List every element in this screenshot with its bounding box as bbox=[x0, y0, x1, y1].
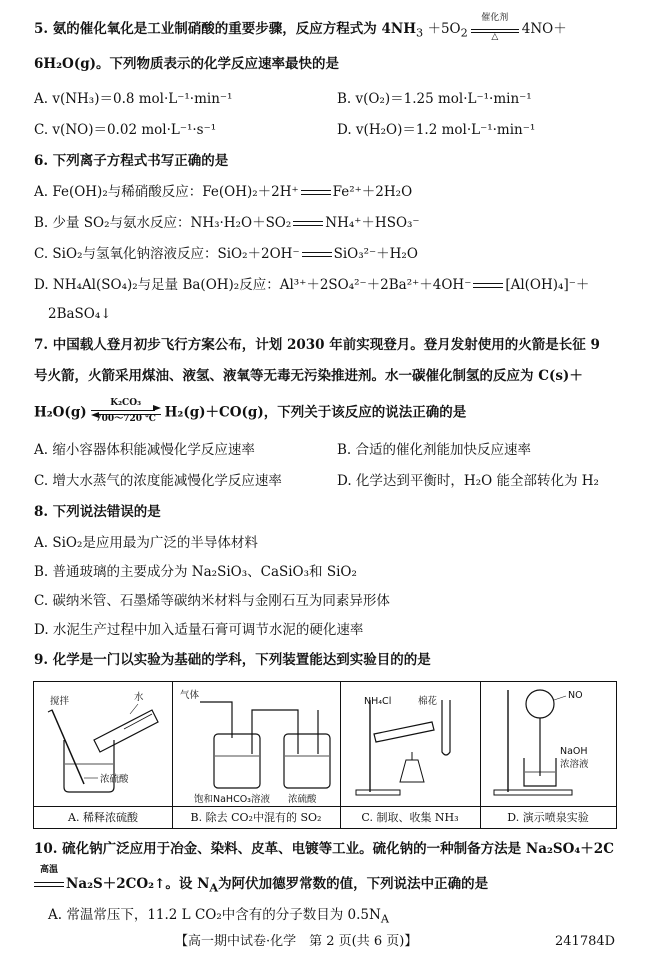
q7-reactant: H₂O(g) bbox=[34, 404, 87, 421]
figure-a-label-acid: 浓硫酸 bbox=[100, 774, 129, 785]
q7-catalyst-label: K₂CO₃ bbox=[110, 398, 142, 408]
figure-c bbox=[340, 682, 481, 828]
q6-a-equals bbox=[301, 189, 331, 197]
q6-b-right: NH₄⁺＋HSO₃⁻ bbox=[325, 215, 420, 231]
q6-option-a bbox=[34, 183, 412, 201]
figure-d-caption: D. 演示喷泉实验 bbox=[480, 806, 616, 829]
figure-c-label-cotton: 棉花 bbox=[418, 696, 438, 707]
q6-c-equals bbox=[302, 251, 332, 259]
figure-c-caption: C. 制取、收集 NH₃ bbox=[340, 806, 480, 829]
q8-stem: 8. 下列说法错误的是 bbox=[34, 504, 161, 520]
figure-c-label-nh4cl: NH₄Cl bbox=[364, 696, 392, 707]
q10-stem-text-2: 为阿伏加德罗常数的值，下列说法中正确的是 bbox=[218, 876, 489, 892]
figure-a-caption: A. 稀释浓硫酸 bbox=[34, 806, 172, 829]
q7-stem-line2: 号火箭，火箭采用煤油、液氢、液氧等无毒无污染推进剂。水一碳催化制氢的反应为 C(s)＋ bbox=[34, 368, 583, 384]
q10-stem-line1: 10. 硫化钠广泛应用于冶金、染料、皮革、电镀等工业。硫化钠的一种制备方法是 Na₂SO₄＋2C bbox=[34, 841, 614, 857]
figure-c-drawing bbox=[340, 682, 480, 806]
figure-b-label-nahco3: 饱和NaHCO₃溶液 bbox=[194, 794, 270, 805]
q5-option-b: B. v(O₂)＝1.25 mol·L⁻¹·min⁻¹ bbox=[337, 91, 532, 107]
q5-stem-text: 5. 氨的催化氧化是工业制硝酸的重要步骤，反应方程式为 4NH bbox=[34, 21, 416, 37]
q6-option-c bbox=[34, 245, 418, 263]
q10-sub-a: A bbox=[209, 880, 219, 895]
q8-option-a: A. SiO₂是应用最为广泛的半导体材料 bbox=[34, 535, 258, 551]
q6-b-left: B. 少量 SO₂与氨水反应：NH₃·H₂O＋SO₂ bbox=[34, 215, 292, 231]
q5-option-a: A. v(NH₃)＝0.8 mol·L⁻¹·min⁻¹ bbox=[34, 91, 233, 107]
q9-apparatus-figure bbox=[33, 681, 617, 829]
page-footer-code: 241784D bbox=[555, 934, 616, 949]
q6-option-d-cont: 2BaSO₄↓ bbox=[48, 306, 112, 322]
q5-sub-3: 3 bbox=[415, 26, 424, 40]
q6-b-equals bbox=[293, 220, 323, 228]
figure-d-drawing bbox=[480, 682, 616, 806]
q5-stem-product: 4NO＋ bbox=[521, 21, 567, 37]
figure-b-caption: B. 除去 CO₂中混有的 SO₂ bbox=[172, 806, 340, 829]
q5-option-c: C. v(NO)＝0.02 mol·L⁻¹·s⁻¹ bbox=[34, 122, 217, 138]
figure-d-label-naoh: NaOH bbox=[560, 746, 588, 757]
q6-d-equals bbox=[473, 282, 503, 290]
q5-condition-arrow bbox=[471, 12, 519, 42]
q6-c-right: SiO₃²⁻＋H₂O bbox=[333, 246, 418, 262]
q5-sub-2: 2 bbox=[460, 26, 468, 40]
page-footer-title: 【高一期中试卷·化学 第 2 页(共 6 页)】 bbox=[175, 934, 418, 949]
figure-a bbox=[34, 682, 173, 828]
q7-temp-label: 700～720 ℃ bbox=[95, 414, 156, 424]
figure-d-label-solution: 浓溶液 bbox=[560, 759, 589, 770]
q7-option-d: D. 化学达到平衡时，H₂O 能全部转化为 H₂ bbox=[337, 473, 599, 489]
q7-reversible-arrow bbox=[91, 400, 161, 426]
figure-b-label-gas: 气体 bbox=[180, 690, 200, 701]
q5-catalyst-label: 催化剂 bbox=[481, 12, 509, 23]
q7-option-c: C. 增大水蒸气的浓度能减慢化学反应速率 bbox=[34, 473, 282, 489]
q6-a-right: Fe²⁺＋2H₂O bbox=[332, 184, 413, 200]
figure-a-label-water: 水 bbox=[134, 692, 144, 703]
figure-a-drawing bbox=[34, 682, 172, 806]
q6-d-left: D. NH₄Al(SO₄)₂与足量 Ba(OH)₂反应：Al³⁺＋2SO₄²⁻＋2Ba²⁺＋4OH⁻ bbox=[34, 277, 472, 293]
q10-option-a-text: A. 常温常压下，11.2 L CO₂中含有的分子数目为 0.5N bbox=[48, 907, 381, 923]
q6-option-d bbox=[34, 276, 589, 294]
q10-option-a bbox=[48, 906, 389, 929]
q7-product: H₂(g)＋CO(g)，下列关于该反应的说法正确的是 bbox=[164, 404, 467, 421]
q10-option-a-sub: A bbox=[380, 912, 389, 926]
q6-a-left: A. Fe(OH)₂与稀硝酸反应：Fe(OH)₂＋2H⁺ bbox=[34, 184, 299, 200]
q5-heat-label: △ bbox=[491, 31, 499, 42]
q6-option-b bbox=[34, 214, 420, 232]
figure-d-label-no: NO bbox=[568, 690, 583, 701]
q5-option-d: D. v(H₂O)＝1.2 mol·L⁻¹·min⁻¹ bbox=[337, 122, 536, 138]
q10-condition-label: 高温 bbox=[39, 865, 58, 875]
q8-option-d: D. 水泥生产过程中加入适量石膏可调节水泥的硬化速率 bbox=[34, 622, 364, 638]
figure-b bbox=[172, 682, 341, 828]
q7-option-b: B. 合适的催化剂能加快反应速率 bbox=[337, 442, 532, 458]
q5-stem-line2: 6H₂O(g)。下列物质表示的化学反应速率最快的是 bbox=[34, 56, 340, 72]
q6-c-left: C. SiO₂与氢氧化钠溶液反应：SiO₂＋2OH⁻ bbox=[34, 246, 300, 262]
figure-a-label-stir: 搅拌 bbox=[50, 696, 70, 707]
figure-d bbox=[480, 682, 616, 828]
q6-stem: 6. 下列离子方程式书写正确的是 bbox=[34, 153, 229, 169]
figure-b-label-acid: 浓硫酸 bbox=[288, 794, 317, 805]
q8-option-c: C. 碳纳米管、石墨烯等碳纳米材料与金刚石互为同素异形体 bbox=[34, 593, 390, 609]
figure-b-drawing bbox=[172, 682, 340, 806]
q7-stem-line1: 7. 中国载人登月初步飞行方案公布，计划 2030 年前实现登月。登月发射使用的火箭是长征 9 bbox=[34, 337, 600, 353]
q6-d-right: [Al(OH)₄]⁻＋ bbox=[505, 277, 590, 293]
q10-condition bbox=[34, 865, 64, 893]
q8-option-b: B. 普通玻璃的主要成分为 Na₂SiO₃、CaSiO₃和 SiO₂ bbox=[34, 564, 357, 580]
q7-option-a: A. 缩小容器体积能减慢化学反应速率 bbox=[34, 442, 255, 458]
q9-stem: 9. 化学是一门以实验为基础的学科，下列装置能达到实验目的的是 bbox=[34, 652, 431, 668]
q10-stem-line2 bbox=[34, 865, 489, 897]
q5-stem-text-2: ＋5O bbox=[423, 21, 461, 37]
q5-stem bbox=[34, 12, 567, 43]
q7-stem-line3 bbox=[34, 400, 466, 426]
q10-stem-text: Na₂S＋2CO₂↑。设 N bbox=[66, 876, 210, 892]
